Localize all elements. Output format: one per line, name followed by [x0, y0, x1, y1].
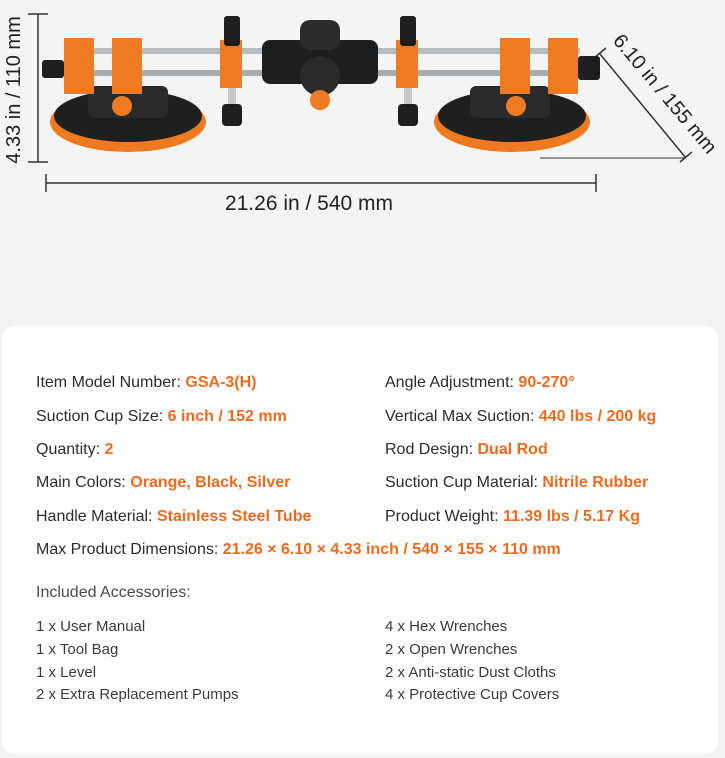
- depth-label: 6.10 in / 155 mm: [608, 30, 721, 159]
- accessory-item: 1 x User Manual: [36, 618, 146, 635]
- spec-value: GSA-3(H): [185, 374, 257, 391]
- spec-value: Dual Rod: [477, 441, 548, 458]
- spec-item-model: [36, 373, 257, 393]
- spec-label: Suction Cup Material:: [385, 474, 538, 491]
- spec-label: Handle Material:: [36, 508, 153, 525]
- spec-value: 90-270°: [518, 374, 575, 391]
- center-knob: [310, 90, 330, 110]
- spec-label: Vertical Max Suction:: [385, 408, 535, 425]
- spec-label: Item Model Number:: [36, 374, 181, 391]
- accessory-item: 1 x Tool Bag: [36, 641, 119, 658]
- spec-label: Quantity:: [36, 441, 101, 458]
- spec-label: Angle Adjustment:: [385, 374, 514, 391]
- spec-vertical-suction: [385, 407, 656, 427]
- spec-label: Rod Design:: [385, 441, 474, 458]
- width-label: 21.26 in / 540 mm: [224, 192, 394, 215]
- spec-label: Suction Cup Size:: [36, 408, 164, 425]
- spec-value: 440 lbs / 200 kg: [538, 408, 657, 425]
- seam-setter-illustration: [42, 16, 600, 152]
- spec-rod-design: [385, 440, 548, 460]
- spec-label: Main Colors:: [36, 474, 126, 491]
- height-dimension: [3, 14, 48, 164]
- spec-value: Nitrile Rubber: [542, 474, 649, 491]
- spec-value: 6 inch / 152 mm: [167, 408, 287, 425]
- accessory-item: 2 x Anti-static Dust Cloths: [385, 664, 556, 681]
- spec-value: Stainless Steel Tube: [156, 508, 312, 525]
- accessory-item: 4 x Hex Wrenches: [385, 618, 508, 635]
- spec-label: Max Product Dimensions:: [36, 541, 219, 558]
- spec-angle: [385, 373, 575, 393]
- width-dimension: [46, 174, 596, 215]
- spec-value: 2: [104, 441, 114, 458]
- accessory-item: 2 x Open Wrenches: [385, 641, 518, 658]
- spec-label: Product Weight:: [385, 508, 499, 525]
- specification-card: [2, 326, 718, 754]
- spec-value: 21.26 × 6.10 × 4.33 inch / 540 × 155 × 110 mm: [222, 541, 561, 558]
- spec-max-dimensions: [36, 540, 561, 560]
- spec-cup-material: [385, 473, 648, 493]
- spec-quantity: [36, 440, 113, 460]
- spec-main-colors: [36, 473, 290, 493]
- accessory-item: 1 x Level: [36, 664, 97, 681]
- accessory-item: 2 x Extra Replacement Pumps: [36, 686, 239, 703]
- accessory-item: 4 x Protective Cup Covers: [385, 686, 560, 703]
- spec-value: 11.39 lbs / 5.17 Kg: [503, 508, 640, 525]
- spec-handle-material: [36, 507, 311, 527]
- spec-value: Orange, Black, Silver: [130, 474, 291, 491]
- height-label: 4.33 in / 110 mm: [3, 16, 25, 164]
- product-diagram: [0, 0, 725, 320]
- spec-cup-size: [36, 407, 287, 427]
- accessories-title: Included Accessories:: [36, 584, 191, 601]
- spec-weight: [385, 507, 640, 527]
